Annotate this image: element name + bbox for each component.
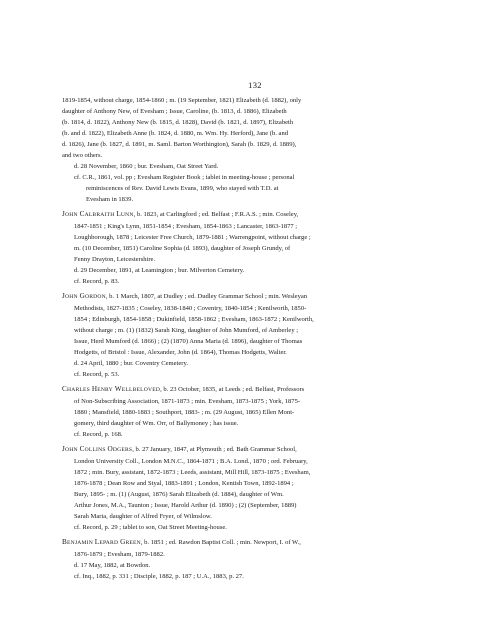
text-line: gomery, third daughter of Wm. Orr, of Ballymoney ; has issue. bbox=[74, 420, 239, 428]
biography-entry-odgers bbox=[62, 444, 448, 533]
text-line: 1876-1879 ; Evesham, 1879-1882. bbox=[74, 550, 165, 558]
text-line: Sarah Maria, daughter of Alfred Fryer, of Wilmslow. bbox=[74, 513, 212, 521]
death-line: d. 29 December, 1891, at Leamington ; bur. Milverton Cemetery. bbox=[74, 267, 245, 275]
death-line: d. 24 April, 1880 ; bur. Coventry Cemetery. bbox=[74, 360, 188, 368]
text-line: Hodgetts, of Bristol : Issue, Alexander, John (d. 1864), Thomas Hodgetts, Walter. bbox=[74, 349, 287, 357]
reference-line: cf. Inq., 1882, p. 331 ; Disciple, 1882, p. 187 ; U.A., 1883, p. 27. bbox=[74, 572, 244, 580]
biography-entry-gordon bbox=[62, 291, 448, 380]
text-line: 1854 ; Edinburgh, 1854-1858 ; Dukinfield, 1858-1862 ; Evesham, 1863-1872 ; Kenilworth, bbox=[74, 316, 314, 324]
entry-text: b. 1851 ; ed. Rawdon Baptist Coll. ; min. Newport, I. of W., bbox=[144, 538, 301, 546]
reference-line: reminiscences of Rev. David Lewis Evans, 1899, who stayed with T.D. at bbox=[86, 185, 279, 193]
death-line: d. 17 May, 1882, at Bowdon. bbox=[74, 561, 151, 569]
text-line: d. 1826), Jane (b. 1827, d. 1891, m. Saml. Barton Worthington), Sarah (b. 1829, d. 1889), bbox=[62, 141, 297, 149]
text-line: 1847-1851 ; King's Lynn, 1851-1854 ; Evesham, 1854-1863 ; Lancaster, 1863-1877 ; bbox=[74, 223, 298, 231]
text-line: m. (10 December, 1851) Caroline Sophia (d. 1893), daughter of Joseph Grundy, of bbox=[74, 245, 291, 253]
entry-name: BENJAMIN LEPARD GREEN bbox=[62, 537, 141, 546]
death-line: d. 28 November, 1860 ; bur. Evesham, Oat Street Yard. bbox=[74, 163, 219, 171]
reference-line: Evesham in 1839. bbox=[86, 196, 134, 204]
text-line: Issue, Herd Mumford (d. 1866) ; (2) (1870) Anna Maria (d. 1896), daughter of Thomas bbox=[74, 338, 303, 346]
entry-text: b. 1823, at Carlingford ; ed. Belfast ; F.R.A.S. ; min. Coseley, bbox=[136, 211, 299, 219]
text-line: 1876-1878 ; Dean Row and Styal, 1883-1891 ; London, Kentish Town, 1892-1894 ; bbox=[74, 479, 294, 487]
entry-name: CHARLES HENRY WELLBELOVED bbox=[62, 384, 161, 393]
text-line: of Non-Subscribing Association, 1871-1873 ; min. Evesham, 1873-1875 ; York, 1875- bbox=[74, 398, 301, 405]
reference-line: cf. Record, p. 83. bbox=[74, 278, 120, 286]
entry-first-line: JOHN COLLINS ODGERS, b. 27 January, 1847, at Plymouth ; ed. Bath Grammar School, bbox=[62, 444, 297, 453]
text-line: London University Coll., London M.N.C., 1864-1871 ; B.A. Lond., 1870 ; ord. February, bbox=[74, 457, 308, 465]
entry-first-line: BENJAMIN LEPARD GREEN, b. 1851 ; ed. Rawdon Baptist Coll. ; min. Newport, I. of W., bbox=[62, 537, 301, 546]
biography-entry-lunn bbox=[62, 209, 448, 287]
reference-line: cf. Record, p. 29 ; tablet to son, Oat Street Meeting-house. bbox=[74, 524, 227, 532]
entry-text: b. 1 March, 1807, at Dudley ; ed. Dudley Grammar School ; min. Wesleyan bbox=[109, 292, 308, 300]
text-line: and two others. bbox=[62, 152, 103, 160]
biography-entry-wellbeloved bbox=[62, 384, 448, 440]
text-line: (b. 1814, d. 1822), Anthony New (b. 1815, d. 1828), David (b. 1821, d. 1897), Elizabeth bbox=[62, 119, 294, 127]
reference-line: cf. C.R., 1861, vol. pp ; Evesham Register Book ; tablet in meeting-house ; personal bbox=[74, 174, 295, 182]
reference-line: cf. Record, p. 53. bbox=[74, 371, 120, 379]
entry-first-line: CHARLES HENRY WELLBELOVED, b. 23 October, 1835, at Leeds ; ed. Belfast, Professors bbox=[62, 384, 305, 393]
text-line: 1880 ; Mansfield, 1880-1883 ; Southport, 1883- ; m. (29 August, 1865) Ellen Mont- bbox=[74, 409, 295, 417]
continuation-entry bbox=[62, 95, 448, 205]
page-body bbox=[62, 95, 448, 586]
entry-name: JOHN GORDON bbox=[62, 291, 106, 300]
biography-entry-green bbox=[62, 537, 448, 582]
text-line: Methodists, 1827-1835 ; Coseley, 1838-1840 ; Coventry, 1840-1854 ; Kenilworth, 1850- bbox=[74, 305, 307, 313]
book-page bbox=[62, 0, 448, 640]
entry-text: b. 23 October, 1835, at Leeds ; ed. Belfast, Professors bbox=[163, 385, 305, 393]
text-line: 1819-1854, without charge, 1854-1860 ; m. (19 September, 1821) Elizabeth (d. 1882), only bbox=[62, 97, 302, 104]
text-line: Bury, 1895- ; m. (1) (August, 1876) Sarah Elizabeth (d. 1884), daughter of Wm. bbox=[74, 490, 284, 498]
reference-line: cf. Record, p. 168. bbox=[74, 431, 123, 439]
entry-text: b. 27 January, 1847, at Plymouth ; ed. Bath Grammar School, bbox=[135, 445, 297, 453]
entry-name: JOHN COLLINS ODGERS bbox=[62, 444, 133, 453]
text-line: Fenny Drayton, Leicestershire. bbox=[74, 256, 156, 264]
text-line: without charge ; m. (1) (1832) Sarah King, daughter of John Mumford, of Amberley ; bbox=[74, 327, 299, 335]
entry-first-line: JOHN CALBRAITH LUNN, b. 1823, at Carlingford ; ed. Belfast ; F.R.A.S. ; min. Coseley, bbox=[62, 210, 299, 219]
text-line: (b. and d. 1822), Elizabeth Anne (b. 1824, d. 1880, m. Wm. Hy. Herford), Jane (b. and bbox=[62, 130, 288, 138]
entry-first-line: JOHN GORDON, b. 1 March, 1807, at Dudley ; ed. Dudley Grammar School ; min. Wesleyan bbox=[62, 291, 308, 300]
text-line: 1872 ; min. Bury, assistant, 1872-1873 ; Leeds, assistant, Mill Hill, 1873-1875 ; Evesham, bbox=[74, 468, 311, 476]
entry-name: JOHN CALBRAITH LUNN bbox=[62, 210, 134, 219]
page-number: 132 bbox=[248, 80, 262, 90]
text-line: Loughborough, 1878 ; Leicester Free Church, 1879-1881 ; Warrengpoint, without charge ; bbox=[74, 234, 311, 242]
text-line: Arthur Jones, M.A., Taunton ; Issue, Harold Arthur (d. 1890) ; (2) (September, 1889) bbox=[74, 502, 297, 510]
text-line: daughter of Anthony New, of Evesham ; Issue, Caroline, (b. 1813, d. 1886), Elizabeth bbox=[62, 108, 287, 116]
